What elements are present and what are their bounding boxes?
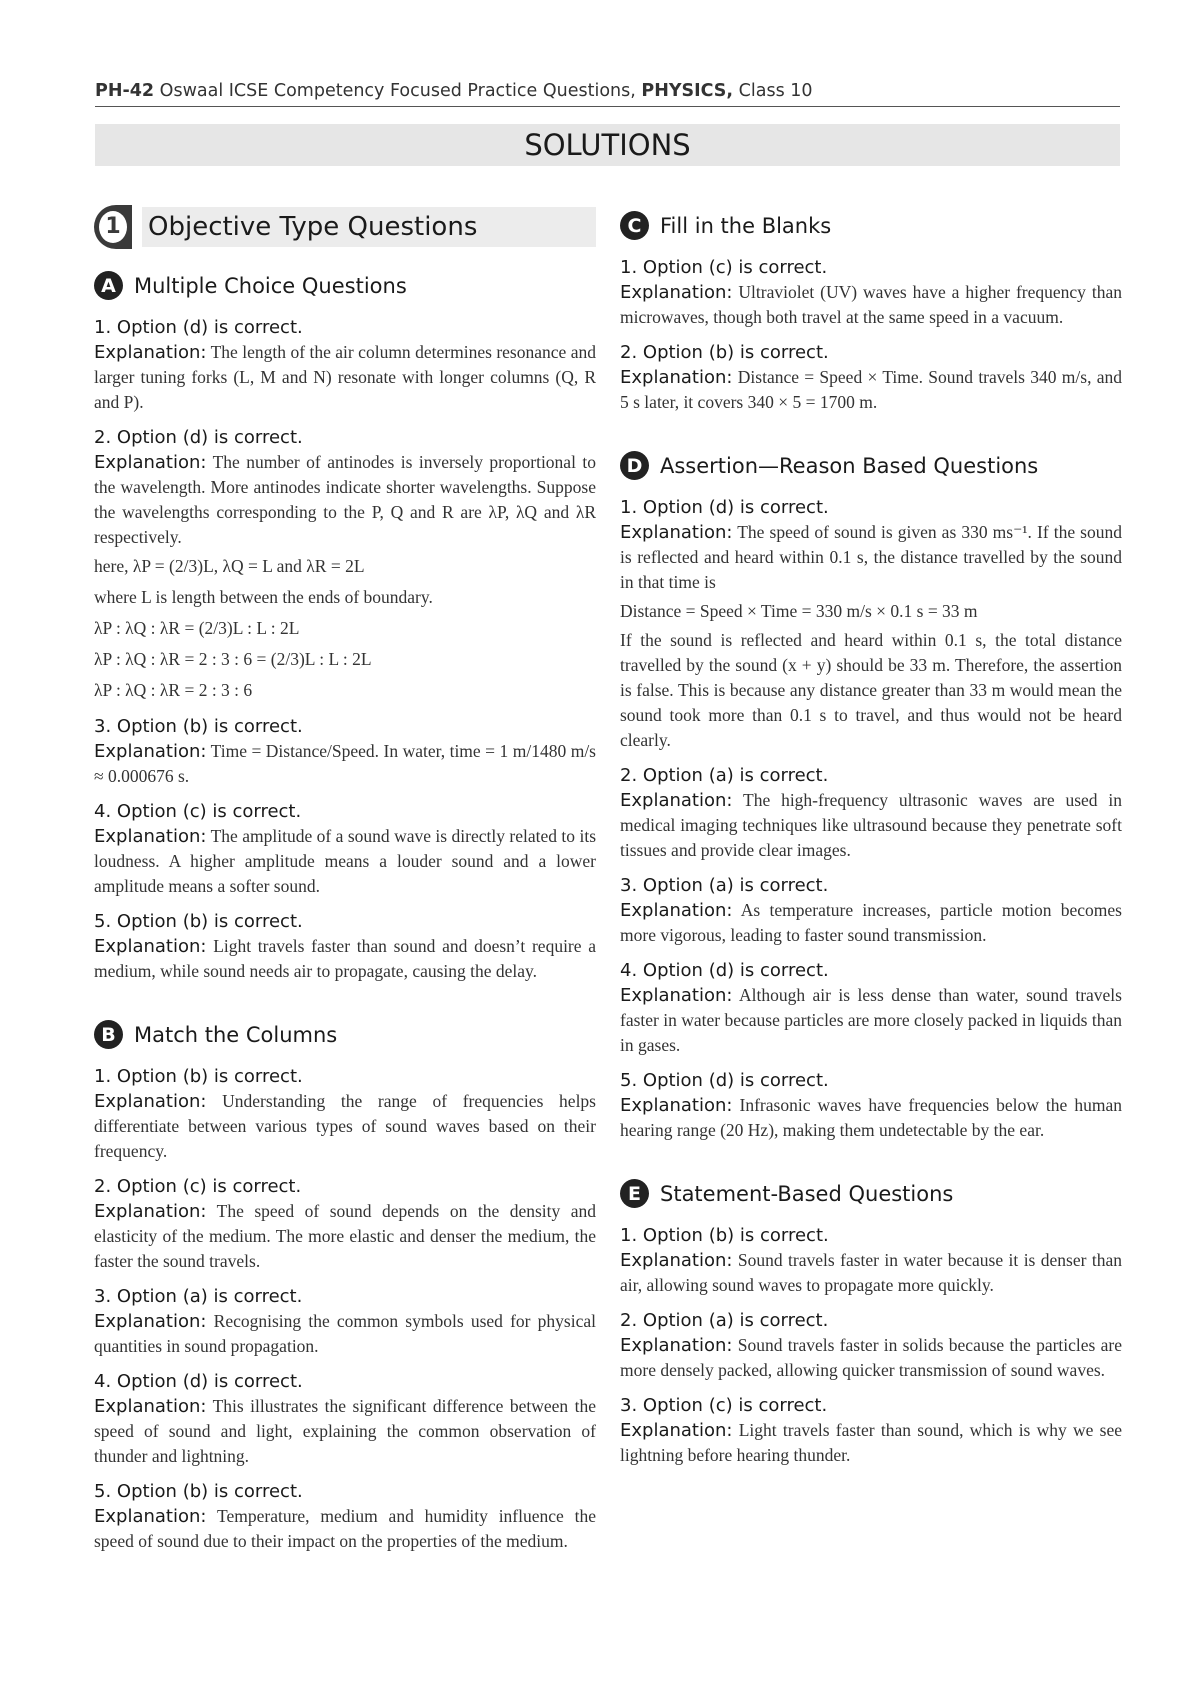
answer-option: 1. Option (b) is correct. [94, 1066, 303, 1087]
answer-item [94, 714, 596, 789]
explanation-text: The length of the air column determines resonance and larger tuning forks (L, M and N) resonate with longer columns (Q, R and P). [94, 342, 597, 412]
explanation-text: Temperature, medium and humidity influence the speed of sound due to their impact on the properties of the medium. [94, 1506, 597, 1551]
explanation-label: Explanation: [620, 282, 733, 303]
answer-item [620, 495, 1122, 753]
explanation-text: Sound travels faster in water because it is denser than air, allowing sound waves to propagate more quickly. [620, 1250, 1123, 1295]
explanation-paragraph [94, 1394, 596, 1469]
subject-label: PHYSICS, [641, 81, 734, 101]
explanation-paragraph [94, 1504, 596, 1554]
answer-item [620, 1393, 1122, 1468]
section-title: Assertion—Reason Based Questions [660, 453, 1039, 478]
explanation-text: Distance = Speed × Time. Sound travels 340 m/s, and 5 s later, it covers 340 × 5 = 1700 m. [620, 367, 1123, 412]
answer-option: 3. Option (c) is correct. [620, 1395, 828, 1416]
equation-line: here, λP = (2/3)L, λQ = L and λR = 2L [94, 556, 365, 576]
explanation-label: Explanation: [620, 1250, 733, 1271]
section-e-heading [620, 1179, 1122, 1208]
section-title: Objective Type Questions [142, 207, 596, 247]
explanation-label: Explanation: [620, 900, 733, 921]
explanation-text: Time = Distance/Speed. In water, time = 1 m/1480 m/s ≈ 0.000676 s. [94, 741, 596, 786]
answer-item [620, 763, 1122, 863]
section-a-answers [94, 315, 596, 984]
explanation-text: Although air is less dense than water, sound travels faster in water because particles are more closely packed in liquids than in gases. [620, 985, 1122, 1055]
explanation-text: Understanding the range of frequencies helps differentiate between various types of sound waves based on their frequency. [94, 1091, 596, 1161]
explanation-text: Light travels faster than sound and doesn’t require a medium, while sound needs air to propagate, causing the delay. [94, 936, 597, 981]
section-title: Multiple Choice Questions [134, 273, 407, 298]
explanation-label: Explanation: [620, 1335, 733, 1356]
explanation-paragraph [620, 983, 1122, 1058]
explanation-label: Explanation: [620, 790, 733, 811]
section-letter-badge: E [620, 1179, 649, 1208]
explanation-continued: If the sound is reflected and heard within 0.1 s, the total distance travelled by the sound (x + y) should be 33 m. Therefore, the assertion is false. This is because any distance greater than 33 m would mean the sound took more than 0.1 s to travel, and thus would not be heard clearly. [620, 630, 1122, 750]
section-letter-badge: D [620, 451, 649, 480]
answer-option: 4. Option (d) is correct. [620, 960, 829, 981]
explanation-label: Explanation: [94, 826, 207, 847]
class-label: Class 10 [738, 81, 813, 101]
equation-line: λP : λQ : λR = 2 : 3 : 6 = (2/3)L : L : 2L [94, 649, 372, 669]
answer-option: 1. Option (d) is correct. [620, 497, 829, 518]
explanation-label: Explanation: [94, 741, 207, 762]
section-letter-badge: C [620, 211, 649, 240]
section-b-heading [94, 1020, 596, 1049]
right-column [620, 205, 1122, 1478]
explanation-text: The speed of sound is given as 330 ms⁻¹. If the sound is reflected and heard within 0.1 s, the distance travelled by the sound in that time is [620, 522, 1122, 592]
explanation-paragraph [620, 280, 1122, 330]
answer-option: 1. Option (d) is correct. [94, 317, 303, 338]
explanation-paragraph [94, 824, 596, 899]
section-number-badge: 1 [94, 205, 132, 249]
answer-item [620, 958, 1122, 1058]
explanation-text: Ultraviolet (UV) waves have a higher frequency than microwaves, though both travel at the same speed in a vacuum. [620, 282, 1122, 327]
section-a-heading [94, 271, 596, 300]
explanation-label: Explanation: [620, 522, 733, 543]
explanation-text: This illustrates the significant difference between the speed of sound and light, explaining the common observation of thunder and lightning. [94, 1396, 596, 1466]
answer-item [94, 1479, 596, 1554]
answer-option: 3. Option (a) is correct. [94, 1286, 303, 1307]
section-e-answers [620, 1223, 1122, 1468]
explanation-paragraph [94, 1089, 596, 1164]
answer-item [94, 315, 596, 415]
explanation-text: As temperature increases, particle motion becomes more vigorous, leading to faster sound transmission. [620, 900, 1122, 945]
answer-item [620, 1068, 1122, 1143]
answer-item [94, 909, 596, 984]
answer-option: 4. Option (d) is correct. [94, 1371, 303, 1392]
explanation-label: Explanation: [94, 1091, 207, 1112]
explanation-paragraph [620, 898, 1122, 948]
left-column [94, 205, 596, 1564]
section-c-heading [620, 211, 1122, 240]
explanation-label: Explanation: [620, 985, 733, 1006]
answer-option: 2. Option (a) is correct. [620, 765, 829, 786]
explanation-label: Explanation: [620, 367, 733, 388]
explanation-text: The amplitude of a sound wave is directly related to its loudness. A higher amplitude means a louder sound and a lower amplitude means a softer sound. [94, 826, 597, 896]
explanation-paragraph [620, 1093, 1122, 1143]
section-title: Fill in the Blanks [660, 213, 832, 238]
explanation-label: Explanation: [94, 452, 207, 473]
objective-section-heading [94, 205, 596, 249]
answer-item [620, 873, 1122, 948]
explanation-text: The high-frequency ultrasonic waves are used in medical imaging techniques like ultrasound because they penetrate soft tissues and provide clear images. [620, 790, 1123, 860]
explanation-text: The speed of sound depends on the density and elasticity of the medium. The more elastic and denser the medium, the faster the sound travels. [94, 1201, 596, 1271]
answer-option: 5. Option (b) is correct. [94, 1481, 303, 1502]
explanation-label: Explanation: [94, 936, 207, 957]
answer-item [620, 1308, 1122, 1383]
answer-item [620, 340, 1122, 415]
answer-option: 3. Option (a) is correct. [620, 875, 829, 896]
explanation-label: Explanation: [620, 1420, 733, 1441]
section-d-heading [620, 451, 1122, 480]
explanation-paragraph [620, 788, 1122, 863]
explanation-label: Explanation: [620, 1095, 733, 1116]
answer-item [94, 1064, 596, 1164]
explanation-paragraph [94, 340, 596, 415]
explanation-paragraph [94, 739, 596, 789]
equation-line: λP : λQ : λR = 2 : 3 : 6 [94, 680, 253, 700]
equation-line: λP : λQ : λR = (2/3)L : L : 2L [94, 618, 300, 638]
explanation-text: The number of antinodes is inversely proportional to the wavelength. More antinodes indicate shorter wavelengths. Suppose the wavelengths corresponding to the P, Q and R are λP, λQ and λR respectively. [94, 452, 596, 547]
answer-item [94, 1284, 596, 1359]
answer-option: 2. Option (b) is correct. [620, 342, 829, 363]
explanation-paragraph [94, 934, 596, 984]
equation-line: where L is length between the ends of boundary. [94, 587, 433, 607]
answer-item [94, 1369, 596, 1469]
explanation-paragraph [620, 1418, 1122, 1468]
answer-option: 2. Option (c) is correct. [94, 1176, 302, 1197]
answer-item [94, 425, 596, 704]
section-letter-badge: B [94, 1020, 123, 1049]
explanation-text: Light travels faster than sound, which is why we see lightning before hearing thunder. [620, 1420, 1122, 1465]
page-code: PH-42 [95, 81, 155, 101]
answer-option: 3. Option (b) is correct. [94, 716, 303, 737]
answer-option: 1. Option (c) is correct. [620, 257, 828, 278]
answer-option: 5. Option (b) is correct. [94, 911, 303, 932]
explanation-paragraph [620, 520, 1122, 595]
section-d-answers [620, 495, 1122, 1143]
explanation-label: Explanation: [94, 1506, 207, 1527]
section-letter-badge: A [94, 271, 123, 300]
answer-option: 5. Option (d) is correct. [620, 1070, 829, 1091]
explanation-label: Explanation: [94, 1396, 207, 1417]
answer-option: 2. Option (a) is correct. [620, 1310, 829, 1331]
explanation-text: Sound travels faster in solids because the particles are more densely packed, allowing quicker transmission of sound waves. [620, 1335, 1122, 1380]
answer-option: 4. Option (c) is correct. [94, 801, 302, 822]
explanation-paragraph [94, 1309, 596, 1359]
answer-item [94, 799, 596, 899]
explanation-paragraph [620, 1333, 1122, 1383]
section-title: Statement-Based Questions [660, 1181, 954, 1206]
section-title: Match the Columns [134, 1022, 338, 1047]
solutions-banner: SOLUTIONS [95, 124, 1120, 166]
explanation-label: Explanation: [94, 342, 207, 363]
explanation-paragraph [94, 1199, 596, 1274]
section-b-answers [94, 1064, 596, 1554]
answer-option: 2. Option (d) is correct. [94, 427, 303, 448]
answer-option: 1. Option (b) is correct. [620, 1225, 829, 1246]
explanation-label: Explanation: [94, 1201, 207, 1222]
running-header [95, 81, 1120, 107]
answer-item [94, 1174, 596, 1274]
book-title: Oswaal ICSE Competency Focused Practice Questions, [159, 81, 636, 101]
explanation-text: Infrasonic waves have frequencies below the human hearing range (20 Hz), making them undetectable by the ear. [620, 1095, 1122, 1140]
section-c-answers [620, 255, 1122, 415]
explanation-paragraph [94, 450, 596, 550]
answer-item [620, 1223, 1122, 1298]
explanation-label: Explanation: [94, 1311, 207, 1332]
explanation-paragraph [620, 365, 1122, 415]
equation-line: Distance = Speed × Time = 330 m/s × 0.1 s = 33 m [620, 601, 978, 621]
explanation-text: Recognising the common symbols used for physical quantities in sound propagation. [94, 1311, 597, 1356]
answer-item [620, 255, 1122, 330]
explanation-paragraph [620, 1248, 1122, 1298]
